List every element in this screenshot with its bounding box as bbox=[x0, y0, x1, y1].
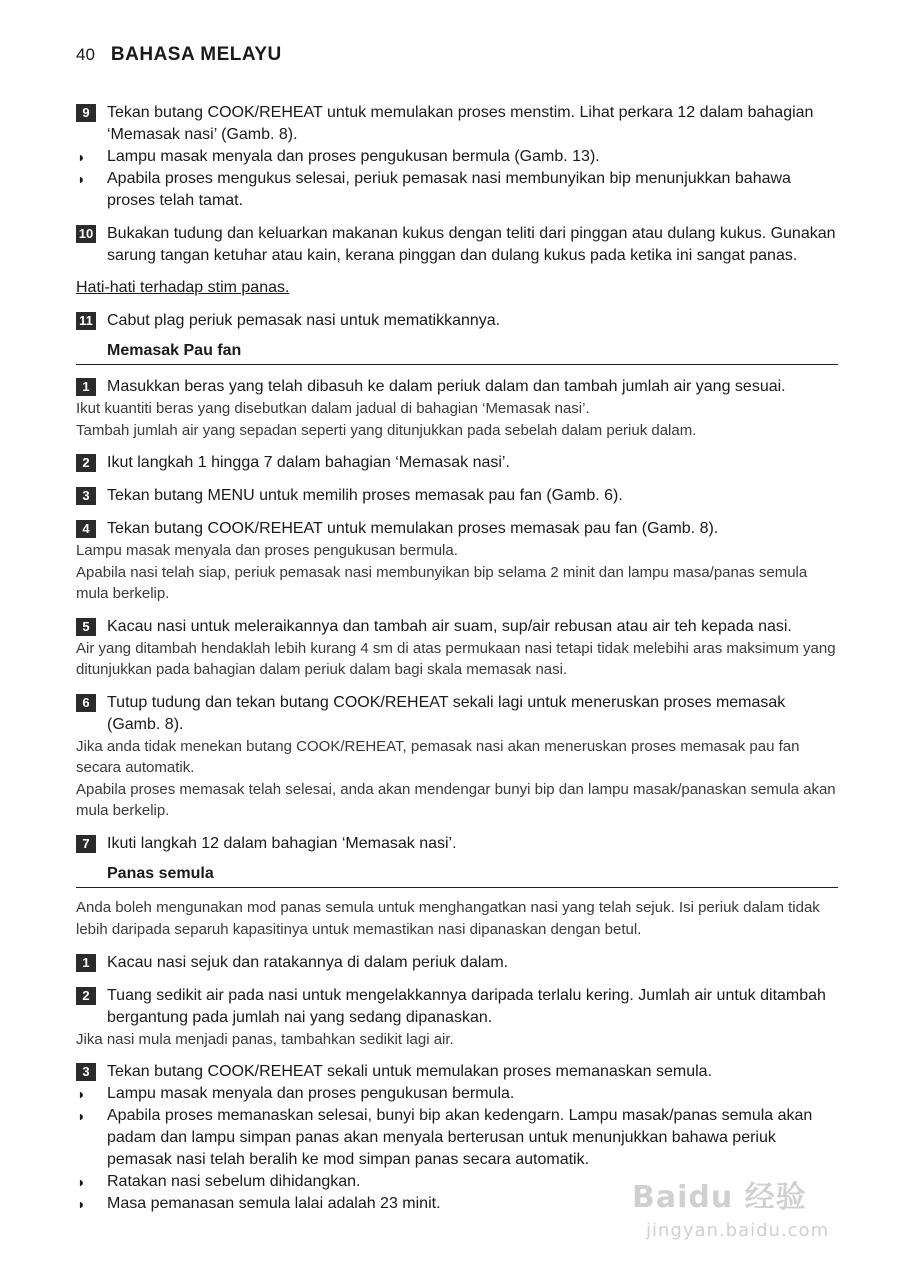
step-number-badge: 2 bbox=[76, 987, 96, 1005]
reheat-step-1 bbox=[76, 952, 838, 974]
step-number-badge: 1 bbox=[76, 378, 96, 396]
bullet-text: Lampu masak menyala dan proses pengukusan bermula (Gamb. 13). bbox=[107, 148, 600, 165]
step-text: Cabut plag periuk pemasak nasi untuk mematikkannya. bbox=[107, 312, 501, 329]
step-number-badge: 7 bbox=[76, 835, 96, 853]
bullet-icon: ◗ bbox=[77, 1108, 86, 1124]
step-text: Tuang sedikit air pada nasi untuk mengelakkannya daripada terlalu kering. Jumlah air untuk ditambah bergantung pada jumlah nai yang sedang dipanaskan. bbox=[107, 986, 826, 1026]
bullet-text: Apabila proses mengukus selesai, periuk pemasak nasi membunyikan bip menunjukkan bahawa proses telah tamat. bbox=[107, 170, 791, 209]
paufan-step-5 bbox=[76, 616, 838, 638]
step-number-badge: 3 bbox=[76, 487, 96, 505]
paufan-step-3 bbox=[76, 485, 838, 507]
step-text: Tekan butang COOK/REHEAT sekali untuk memulakan proses memanaskan semula. bbox=[107, 1063, 713, 1080]
paufan-step-6 bbox=[76, 692, 838, 736]
bullet-text: Masa pemanasan semula lalai adalah 23 minit. bbox=[107, 1195, 441, 1212]
paufan-step-7 bbox=[76, 833, 838, 855]
bullet-text: Ratakan nasi sebelum dihidangkan. bbox=[107, 1173, 361, 1190]
page-number: 40 bbox=[76, 45, 95, 64]
bullet-icon: ◗ bbox=[77, 1086, 86, 1102]
step-text: Tekan butang MENU untuk memilih proses memasak pau fan (Gamb. 6). bbox=[107, 487, 623, 504]
baidu-watermark bbox=[632, 1172, 857, 1272]
watermark-url: jingyan.baidu.com bbox=[646, 1220, 830, 1241]
step-note: Apabila nasi telah siap, periuk pemasak nasi membunyikan bip selama 2 minit dan lampu masa/panas semula mula berkelip. bbox=[76, 563, 808, 602]
section-heading-reheat: Panas semula bbox=[76, 863, 838, 888]
step-text: Ikut langkah 1 hingga 7 dalam bahagian ‘Memasak nasi’. bbox=[107, 454, 510, 471]
bullet-text: Apabila proses memanaskan selesai, bunyi bip akan kedengarn. Lampu masak/panas semula akan padam dan lampu simpan panas akan menyala berterusan untuk menunjukkan bahawa periuk pemasak nasi telah beralih ke mod simpan panas secara automatik. bbox=[107, 1107, 813, 1168]
step-text: Tekan butang COOK/REHEAT untuk memulakan proses menstim. Lihat perkara 12 dalam bahagian ‘Memasak nasi’ (Gamb. 8). bbox=[107, 104, 814, 143]
step-text: Tutup tudung dan tekan butang COOK/REHEAT sekali lagi untuk meneruskan proses memasak (Gamb. 8). bbox=[107, 693, 786, 733]
step-note: Tambah jumlah air yang sepadan seperti yang ditunjukkan pada sebelah dalam periuk dalam. bbox=[76, 421, 697, 439]
step-11 bbox=[76, 310, 838, 332]
bullet-item bbox=[76, 1083, 838, 1105]
bullet-icon: ◗ bbox=[77, 1196, 86, 1212]
step-text: Kacau nasi untuk meleraikannya dan tambah air suam, sup/air rebusan atau air teh kepada nasi. bbox=[107, 617, 792, 635]
reheat-step-3 bbox=[76, 1061, 838, 1083]
bullet-icon: ◗ bbox=[77, 1174, 86, 1190]
step-number-badge: 10 bbox=[76, 225, 96, 243]
step-note: Ikut kuantiti beras yang disebutkan dalam jadual di bahagian ‘Memasak nasi’. bbox=[76, 400, 590, 417]
step-text: Masukkan beras yang telah dibasuh ke dalam periuk dalam dan tambah jumlah air yang sesuai. bbox=[107, 378, 786, 395]
step-note: Lampu masak menyala dan proses pengukusan bermula. bbox=[76, 542, 458, 559]
section-heading-paufan: Memasak Pau fan bbox=[76, 340, 838, 365]
step-number-badge: 5 bbox=[76, 618, 96, 636]
step-number-badge: 4 bbox=[76, 520, 96, 538]
step-note: Apabila proses memasak telah selesai, anda akan mendengar bunyi bip dan lampu masak/panaskan semula akan mula berkelip. bbox=[76, 780, 836, 819]
reheat-step-2 bbox=[76, 985, 838, 1029]
step-note: Jika anda tidak menekan butang COOK/REHEAT, pemasak nasi akan meneruskan proses memasak pau fan secara automatik. bbox=[76, 737, 800, 776]
step-9 bbox=[76, 102, 838, 146]
step-number-badge: 6 bbox=[76, 694, 96, 712]
paufan-step-4 bbox=[76, 518, 838, 540]
page-content bbox=[76, 102, 838, 1215]
reheat-intro: Anda boleh mengunakan mod panas semula untuk menghangatkan nasi yang telah sejuk. Isi periuk dalam tidak lebih daripada separuh kapasitinya untuk memastikan nasi dipanaskan dengan betul. bbox=[76, 898, 820, 938]
step-number-badge: 2 bbox=[76, 454, 96, 472]
step-note: Air yang ditambah hendaklah lebih kurang 4 sm di atas permukaan nasi tetapi tidak melebihi aras maksimum yang ditunjukkan pada bahagian dalam periuk dalam bagi skala memasak nasi. bbox=[76, 639, 836, 678]
step-number-badge: 11 bbox=[76, 312, 96, 330]
page-header bbox=[76, 44, 282, 66]
step-number-badge: 1 bbox=[76, 954, 96, 972]
paufan-step-2 bbox=[76, 452, 838, 474]
watermark-logo-text: Baidu 经验 bbox=[632, 1180, 807, 1215]
step-text: Tekan butang COOK/REHEAT untuk memulakan proses memasak pau fan (Gamb. 8). bbox=[107, 520, 719, 537]
step-note: Jika nasi mula menjadi panas, tambahkan sedikit lagi air. bbox=[76, 1030, 454, 1048]
bullet-item bbox=[76, 168, 838, 212]
bullet-item bbox=[76, 146, 838, 168]
bullet-item bbox=[76, 1105, 838, 1171]
step-text: Bukakan tudung dan keluarkan makanan kukus dengan teliti dari pinggan atau dulang kukus. Gunakan sarung tangan ketuhar atau kain, kerana pinggan dan dulang kukus pada ketika ini sangat panas. bbox=[107, 225, 836, 264]
page-title: BAHASA MELAYU bbox=[110, 44, 282, 65]
bullet-icon: ◗ bbox=[77, 171, 86, 187]
step-text: Kacau nasi sejuk dan ratakannya di dalam periuk dalam. bbox=[107, 953, 509, 971]
step-number-badge: 3 bbox=[76, 1063, 96, 1081]
bullet-text: Lampu masak menyala dan proses pengukusan bermula. bbox=[107, 1085, 515, 1102]
step-text: Ikuti langkah 12 dalam bahagian ‘Memasak nasi’. bbox=[107, 834, 457, 852]
paufan-step-1 bbox=[76, 376, 838, 398]
bullet-icon: ◗ bbox=[77, 149, 86, 165]
step-number-badge: 9 bbox=[76, 104, 96, 122]
step-10 bbox=[76, 223, 838, 267]
steam-warning: Hati-hati terhadap stim panas. bbox=[76, 279, 290, 296]
